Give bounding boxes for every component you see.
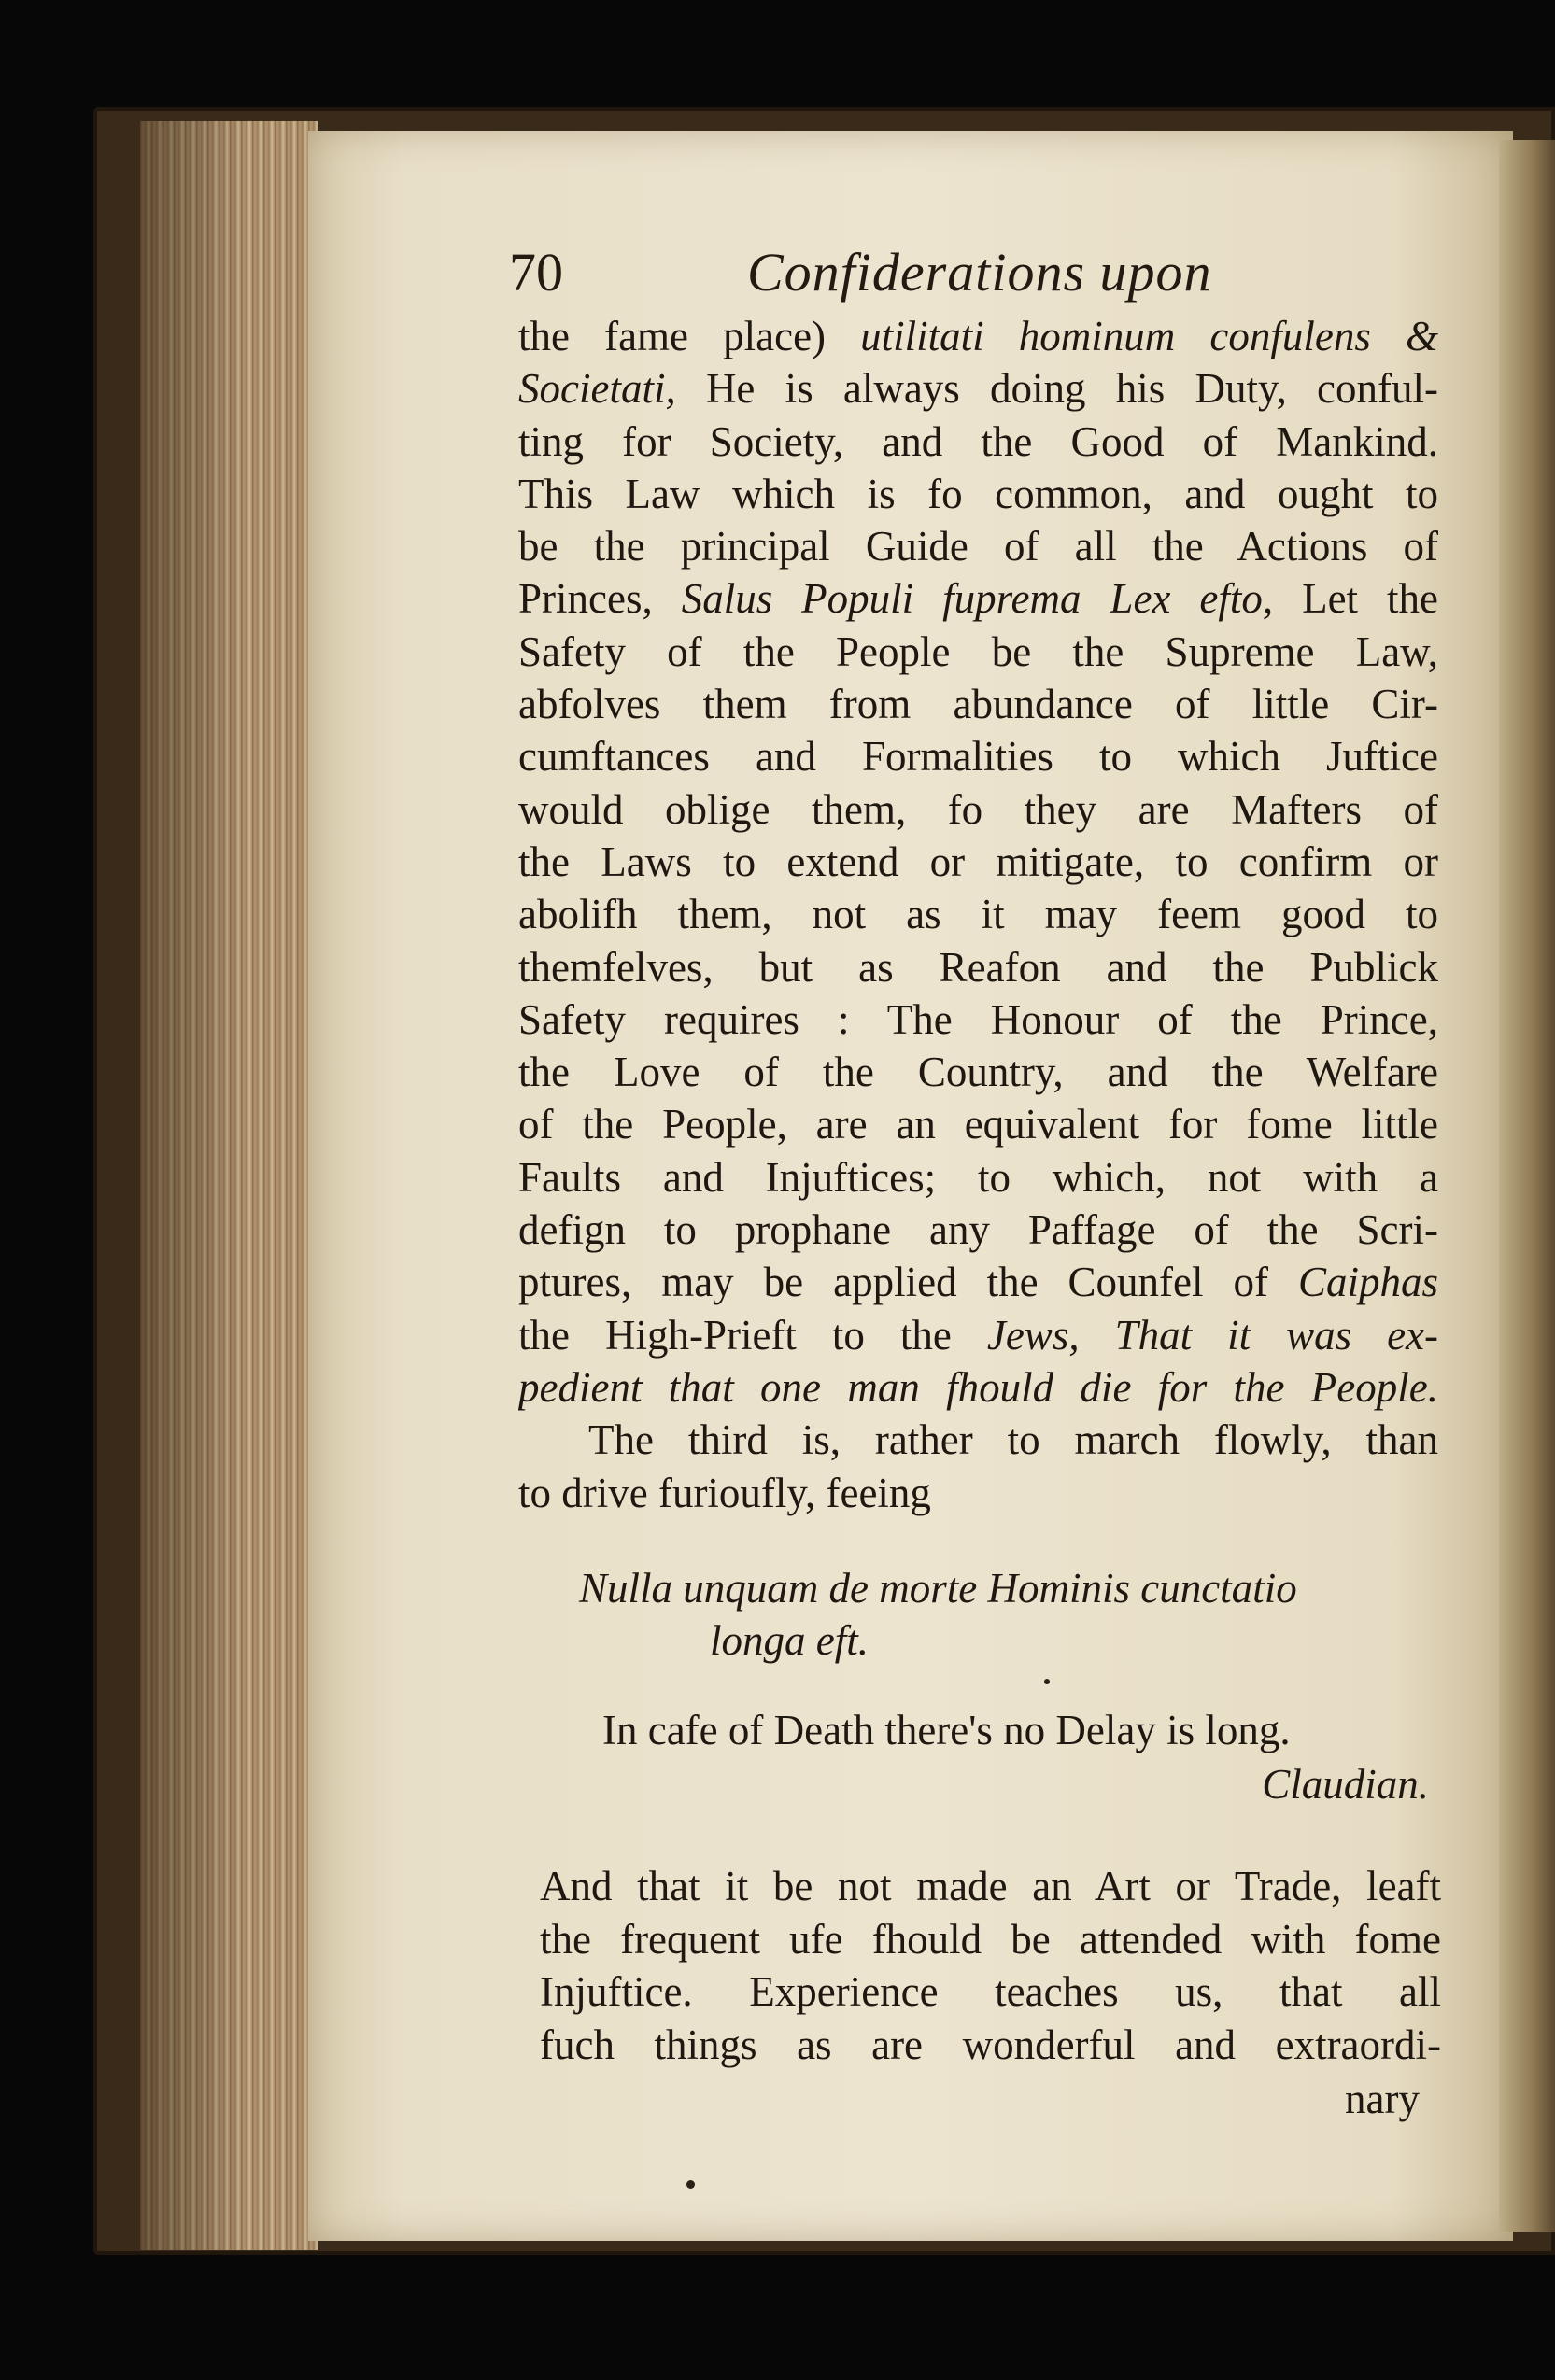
text-line bbox=[518, 1467, 1438, 1519]
italic-text: utilitati hominum confulens & bbox=[860, 313, 1438, 359]
text-line bbox=[518, 362, 1438, 415]
ink-speck bbox=[1044, 1679, 1050, 1684]
text-line bbox=[518, 941, 1438, 993]
text-line bbox=[518, 783, 1438, 836]
roman-text: of the People, are an equivalent for fome little bbox=[518, 1101, 1438, 1148]
roman-text: the Laws to extend or mitigate, to confirm or bbox=[518, 838, 1438, 885]
catchword: nary bbox=[1345, 2076, 1420, 2122]
roman-text: He is always doing his Duty, conful- bbox=[675, 365, 1438, 413]
roman-text: Safety of the People be the Supreme Law, bbox=[518, 627, 1438, 675]
verse-line-1: Nulla unquam de morte Hominis cunctatio bbox=[579, 1565, 1297, 1612]
text-line bbox=[518, 310, 1438, 362]
roman-text: Princes, bbox=[518, 575, 682, 623]
text-line bbox=[518, 730, 1438, 782]
italic-text: pedient that one man fhould die for the People. bbox=[518, 1363, 1438, 1411]
roman-text: defign to prophane any Paffage of the Scri- bbox=[518, 1206, 1438, 1254]
text-line bbox=[518, 1361, 1438, 1414]
roman-text: This Law which is fo common, and ought to bbox=[518, 470, 1438, 517]
text-line bbox=[518, 1046, 1438, 1098]
roman-text: Let the bbox=[1273, 575, 1438, 623]
page-header bbox=[509, 241, 1443, 306]
text-line bbox=[518, 572, 1438, 625]
attribution: Claudian. bbox=[1262, 1761, 1429, 1808]
text-line bbox=[518, 626, 1438, 678]
text-line bbox=[518, 993, 1438, 1046]
roman-text: ptures, may be applied the Counfel of bbox=[518, 1259, 1298, 1306]
text-line: the frequent ufe fhould be attended with fome bbox=[540, 1915, 1441, 1963]
roman-text: abolifh them, not as it may feem good to bbox=[518, 891, 1438, 938]
text-line bbox=[518, 520, 1438, 572]
roman-text: Faults and Injuftices; to which, not with a bbox=[518, 1153, 1438, 1201]
body-text-continued bbox=[540, 1860, 1441, 2071]
translation-line: In cafe of Death there's no Delay is long. bbox=[602, 1707, 1291, 1753]
roman-text: would oblige them, fo they are Mafters of bbox=[518, 785, 1438, 833]
roman-text: abfolves them from abundance of little Cir- bbox=[518, 681, 1438, 728]
text-line: fuch things as are wonderful and extraordi- bbox=[540, 2021, 1441, 2068]
text-line bbox=[518, 836, 1438, 888]
roman-text: The third is, rather to march flowly, than bbox=[588, 1416, 1438, 1464]
roman-text: to drive furioufly, feeing bbox=[518, 1469, 931, 1516]
italic-text: Jews, That it was ex- bbox=[986, 1311, 1438, 1359]
page-stack-shadow bbox=[140, 121, 318, 2250]
ink-speck bbox=[686, 2180, 695, 2189]
text-line: Injuftice. Experience teaches us, that all bbox=[540, 1968, 1441, 2016]
roman-text: themfelves, but as Reafon and the Publick bbox=[518, 943, 1438, 991]
text-line bbox=[518, 415, 1438, 468]
text-line bbox=[518, 1151, 1438, 1204]
roman-text: Safety requires : The Honour of the Prince, bbox=[518, 995, 1438, 1043]
text-line bbox=[518, 1414, 1438, 1466]
page-number: 70 bbox=[509, 242, 563, 303]
book-gutter bbox=[1499, 140, 1555, 2232]
roman-text: be the principal Guide of all the Actions of bbox=[518, 523, 1438, 570]
roman-text: the Love of the Country, and the Welfare bbox=[518, 1049, 1438, 1096]
body-text bbox=[518, 310, 1438, 1519]
text-line bbox=[518, 1098, 1438, 1150]
roman-text: the fame place) bbox=[518, 313, 861, 359]
italic-text: Caiphas bbox=[1297, 1259, 1438, 1306]
italic-text: Salus Populi fuprema Lex efto, bbox=[681, 575, 1274, 623]
text-line bbox=[518, 1204, 1438, 1256]
verse-line-2: longa eft. bbox=[710, 1617, 869, 1664]
roman-text: the High-Prieft to the bbox=[518, 1311, 987, 1359]
text-line: And that it be not made an Art or Trade, leaft bbox=[540, 1863, 1441, 1909]
text-line bbox=[518, 1309, 1438, 1361]
roman-text: cumftances and Formalities to which Juftice bbox=[518, 733, 1438, 781]
text-line bbox=[518, 468, 1438, 520]
italic-text: Societati, bbox=[518, 365, 676, 413]
running-head: Confiderations upon bbox=[747, 242, 1212, 303]
text-line bbox=[518, 678, 1438, 730]
roman-text: ting for Society, and the Good of Mankind. bbox=[518, 417, 1438, 465]
text-line bbox=[518, 1256, 1438, 1308]
text-line bbox=[518, 888, 1438, 940]
